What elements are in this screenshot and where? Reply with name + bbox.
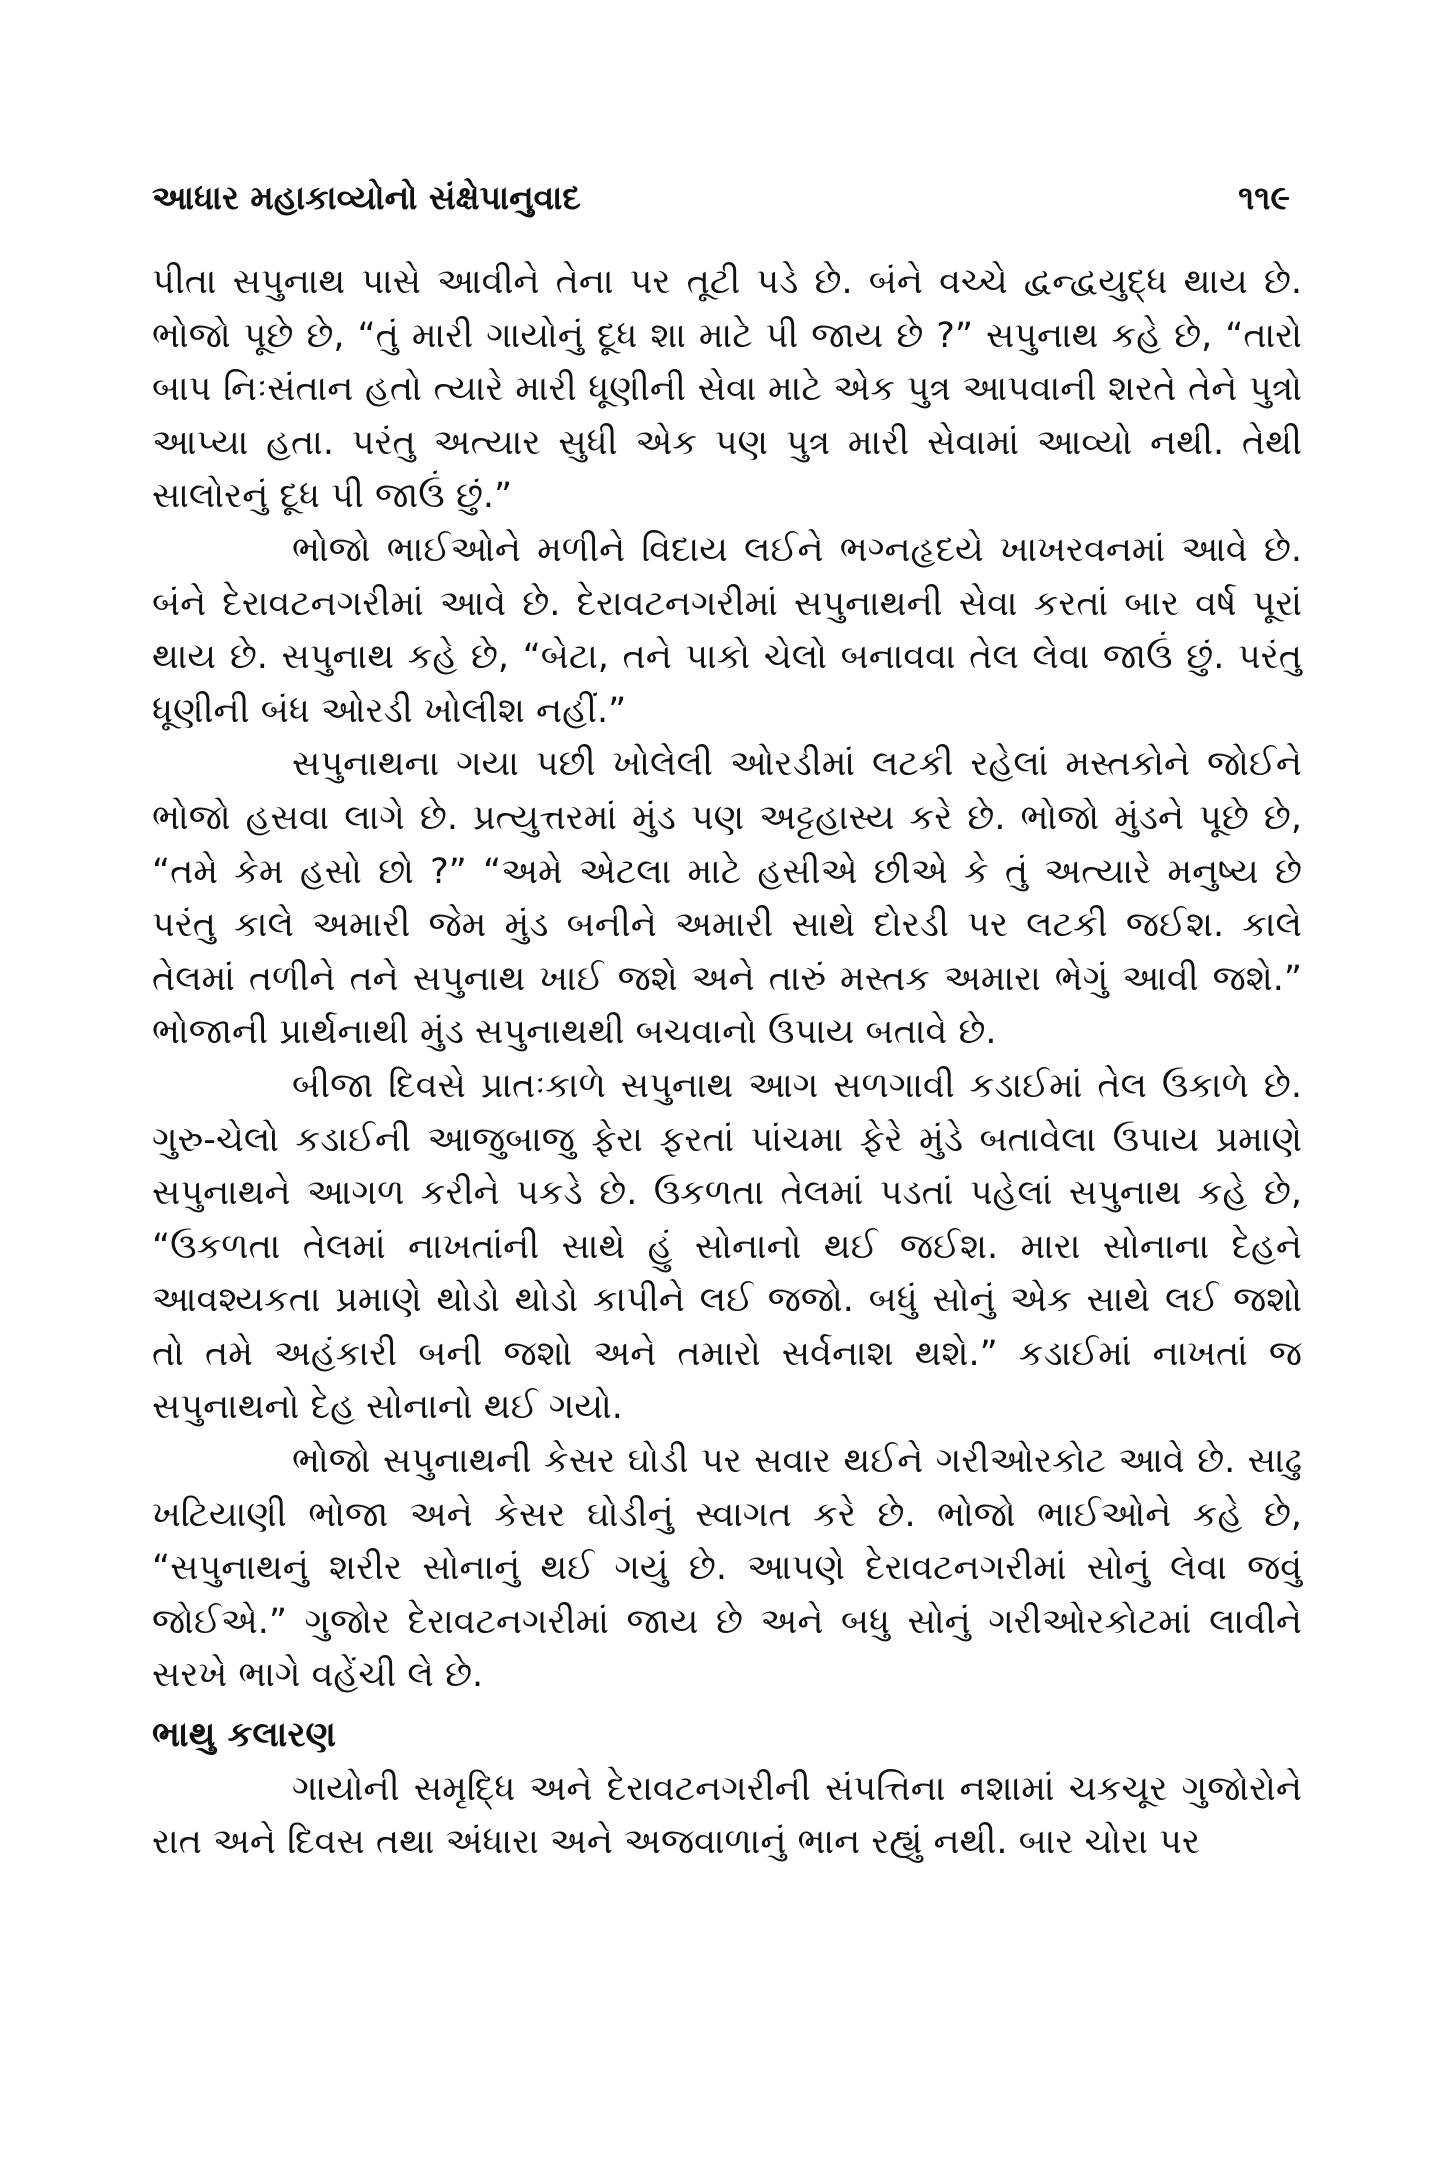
section-heading: ભાથુ કલારણ (152, 1715, 336, 1756)
paragraph-2: ભોજો ભાઈઓને મળીને વિદાય લઈને ભગ્નહૃદયે ખાખરવનમાં આવે છે. બંને દેરાવટનગરીમાં આવે છે. દેરાવટનગરીમાં સપુનાથની સેવા કરતાં બાર વર્ષ પૂરાં થાય છે. સપુનાથ કહે છે, “બેટા, તને પાકો ચેલો બનાવવા તેલ લેવા જાઉં છું. પરંતુ ધૂણીની બંધ ઓરડી ખોલીશ નહીં.” (152, 529, 1302, 731)
page-number: ૧૧૯ (1238, 178, 1290, 217)
book-page (152, 178, 1302, 1870)
header-title: આધાર મહાકાવ્યોનો સંક્ષેપાનુવાદ (152, 178, 581, 217)
paragraph-1: પીતા સપુનાથ પાસે આવીને તેના પર તૂટી પડે છે. બંને વચ્ચે દ્વન્દ્વયુદ્ધ થાય છે. ભોજો પૂછે છે, “તું મારી ગાયોનું દૂધ શા માટે પી જાય છે ?” સપુનાથ કહે છે, “તારો બાપ નિઃસંતાન હતો ત્યારે મારી ધૂણીની સેવા માટે એક પુત્ર આપવાની શરતે તેને પુત્રો આપ્યા હતા. પરંતુ અત્યાર સુધી એક પણ પુત્ર મારી સેવામાં આવ્યો નથી. તેથી સાલોરનું દૂધ પી જાઉં છું.” (152, 262, 1302, 517)
paragraph-5: ભોજો સપુનાથની કેસર ઘોડી પર સવાર થઈને ગરીઓરકોટ આવે છે. સાઢુ ખટિયાણી ભોજા અને કેસર ઘોડીનું સ્વાગત કરે છે. ભોજો ભાઈઓને કહે છે, “સપુનાથનું શરીર સોનાનું થઈ ગયું છે. આપણે દેરાવટનગરીમાં સોનું લેવા જવું જોઈએ.” ગુજોર દેરાવટનગરીમાં જાય છે અને બધુ સોનું ગરીઓરકોટમાં લાવીને સરખે ભાગે વહેંચી લે છે. (152, 1441, 1302, 1696)
running-header (152, 178, 1302, 234)
paragraph-3: સપુનાથના ગયા પછી ખોલેલી ઓરડીમાં લટકી રહેલાં મસ્તકોને જોઈને ભોજો હસવા લાગે છે. પ્રત્યુત્તરમાં મુંડ પણ અટ્ટહાસ્ય કરે છે. ભોજો મુંડને પૂછે છે, “તમે કેમ હસો છો ?” “અમે એટલા માટે હસીએ છીએ કે તું અત્યારે મનુષ્ય છે પરંતુ કાલે અમારી જેમ મુંડ બનીને અમારી સાથે દોરડી પર લટકી જઈશ. કાલે તેલમાં તળીને તને સપુનાથ ખાઈ જશે અને તારું મસ્તક અમારા ભેગું આવી જશે.” ભોજાની પ્રાર્થનાથી મુંડ સપુનાથથી બચવાનો ઉપાય બતાવે છે. (152, 744, 1302, 1053)
section-paragraph: ગાયોની સમૃદ્ધિ અને દેરાવટનગરીની સંપત્તિના નશામાં ચકચૂર ગુજોરોને રાત અને દિવસ તથા અંધારા અને અજવાળાનું ભાન રહ્યું નથી. બાર ચોરા પર (152, 1768, 1302, 1863)
paragraph-4: બીજા દિવસે પ્રાતઃકાળે સપુનાથ આગ સળગાવી કડાઈમાં તેલ ઉકાળે છે. ગુરુ-ચેલો કડાઈની આજુબાજુ ફેરા ફરતાં પાંચમા ફેરે મુંડે બતાવેલા ઉપાય પ્રમાણે સપુનાથને આગળ કરીને પકડે છે. ઉકળતા તેલમાં પડતાં પહેલાં સપુનાથ કહે છે, “ઉકળતા તેલમાં નાખતાંની સાથે હું સોનાનો થઈ જઈશ. મારા સોનાના દેહને આવશ્યકતા પ્રમાણે થોડો થોડો કાપીને લઈ જજો. બધું સોનું એક સાથે લઈ જશો તો તમે અહંકારી બની જશો અને તમારો સર્વનાશ થશે.” કડાઈમાં નાખતાં જ સપુનાથનો દેહ સોનાનો થઈ ગયો. (152, 1065, 1302, 1428)
